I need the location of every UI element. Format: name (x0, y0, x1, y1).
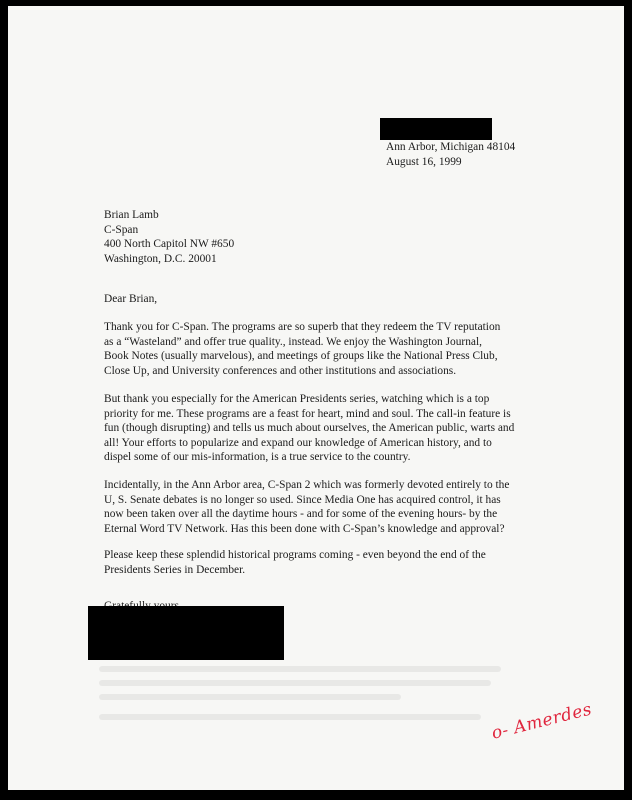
paragraph-line: Incidentally, in the Ann Arbor area, C-Span 2 which was formerly devoted entirely to the (104, 479, 510, 491)
redacted-sender-name (380, 118, 492, 140)
paragraph-line: Close Up, and University conferences and other institutions and associations. (104, 364, 457, 377)
paragraph-line: fun (though disrupting) and tells us much about ourselves, the American public, warts and (104, 422, 515, 435)
paragraph-line: Book Notes (usually marvelous), and meetings of groups like the National Press Club, (104, 350, 498, 363)
recipient-line: C-Span (104, 223, 139, 236)
redacted-signature (88, 606, 284, 660)
paragraph-line: all! Your efforts to popularize and expand our knowledge of American history, and to (104, 436, 492, 449)
body-paragraph-1 (104, 320, 500, 378)
letter-page (8, 6, 624, 790)
body-paragraph-4 (104, 548, 486, 577)
sender-city-line: Ann Arbor, Michigan 48104 (386, 141, 516, 153)
paragraph-line: dispel some of our mis-information, is a true service to the country. (104, 451, 411, 464)
salutation: Dear Brian, (104, 293, 158, 305)
paragraph-line: U, S. Senate debates is no longer so used. Since Media One has acquired control, it has (104, 493, 501, 506)
recipient-line: 400 North Capitol NW #650 (104, 238, 235, 251)
recipient-line: Brian Lamb (104, 209, 159, 221)
paragraph-line: now been taken over all the daytime hours - and for some of the evening hours- by the (104, 508, 498, 521)
paragraph-line: Presidents Series in December. (104, 563, 246, 576)
paragraph-line: Please keep these splendid historical programs coming - even beyond the end of the (104, 549, 486, 561)
recipient-line: Washington, D.C. 20001 (104, 252, 217, 265)
paragraph-line: Eternal Word TV Network. Has this been done with C-Span’s knowledge and approval? (104, 522, 505, 535)
bleed-through-marks (98, 661, 518, 731)
paragraph-line: Thank you for C-Span. The programs are so superb that they redeem the TV reputation (104, 321, 501, 333)
letter-date: August 16, 1999 (386, 155, 462, 168)
paragraph-line: priority for me. These programs are a feast for heart, mind and soul. The call-in feature is (104, 407, 511, 420)
handwritten-note: o- Amerdes (489, 699, 595, 744)
paragraph-line: as a “Wasteland” and offer true quality., instead. We enjoy the Washington Journal, (104, 335, 482, 348)
body-paragraph-3 (104, 478, 509, 536)
recipient-address (104, 208, 234, 266)
body-paragraph-2 (104, 392, 514, 465)
sender-address (386, 140, 515, 169)
paragraph-line: But thank you especially for the American Presidents series, watching which is a top (104, 393, 490, 405)
